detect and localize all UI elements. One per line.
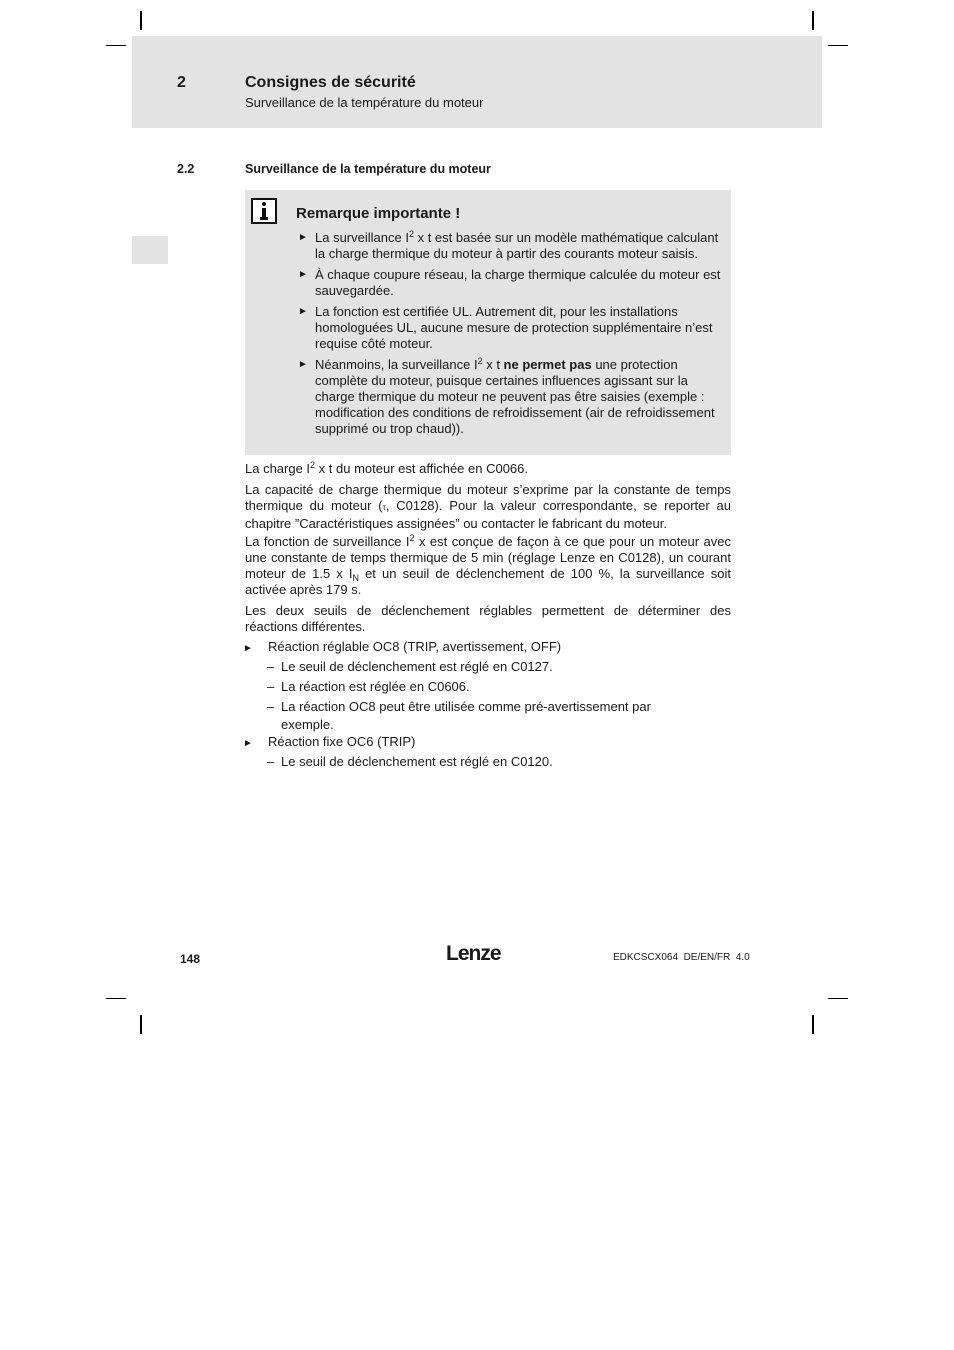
list-item: ► Réaction fixe OC6 (TRIP) [243, 734, 415, 752]
crop-mark [812, 11, 814, 30]
paragraph-monitoring-function: La fonction de surveillance $I^2$ x est conçue de façon à ce que pour un moteur avec une constante de temps thermique de 5 min (réglage Lenze en C0128), un courant moteur de 1.5 x $I_N$ et un seuil de déclenchement de 100 %, la surveillance soit activée après 179 s. [245, 533, 731, 597]
bullet-arrow-icon: ► [298, 306, 308, 317]
chapter-title: Consignes de sécurité [245, 74, 416, 91]
sub-list-item: – La réaction est réglée en C0606. [267, 679, 470, 694]
crop-mark [106, 998, 126, 999]
chapter-subtitle: Surveillance de la température du moteur [245, 95, 484, 110]
note-item: ► Néanmoins, la surveillance $I^2$ x t ne permet pas une protection complète du moteur, puisque certaines influences agissant sur la charge thermique du moteur ne peuvent pas être saisies (exemple : modification des conditions de refroidissement (air de refroidissement supprimé ou trop chaud)). [298, 356, 715, 436]
bullet-arrow-icon: ► [298, 269, 308, 280]
crop-mark [140, 11, 142, 30]
crop-mark [106, 45, 126, 46]
crop-mark [140, 1015, 142, 1034]
note-item: ► La fonction est certifiée UL. Autrement dit, pour les installations homologuées UL, aucune mesure de protection supplémentaire n’est requise côté moteur. [298, 304, 713, 351]
sub-list-item: – Le seuil de déclenchement est réglé en C0120. [267, 754, 553, 769]
note-title: Remarque importante ! [296, 205, 461, 222]
crop-mark [828, 998, 848, 999]
bullet-arrow-icon: ► [243, 643, 253, 654]
paragraph-charge-display: La charge $I^2$ x t du moteur est affichée en C0066. [245, 460, 529, 476]
chapter-tab-marker [132, 236, 168, 264]
document-reference: EDKCSCX064 DE/EN/FR 4.0 [613, 952, 750, 963]
bullet-arrow-icon: ► [298, 232, 308, 243]
sub-list-item: – La réaction OC8 peut être utilisée comme pré-avertissement par exemple. [267, 699, 651, 732]
note-item: ► À chaque coupure réseau, la charge thermique calculée du moteur est sauvegardée. [298, 267, 721, 298]
info-icon [251, 198, 277, 224]
bullet-arrow-icon: ► [243, 738, 253, 749]
section-title: Surveillance de la température du moteur [245, 162, 491, 176]
chapter-number: 2 [177, 74, 186, 91]
page-number: 148 [180, 952, 201, 966]
crop-mark [828, 45, 848, 46]
section-number: 2.2 [177, 162, 195, 176]
bullet-arrow-icon: ► [298, 359, 308, 370]
list-item: ► Réaction réglable OC8 (TRIP, avertissement, OFF) [243, 639, 561, 657]
sub-list-item: – Le seuil de déclenchement est réglé en C0127. [267, 659, 553, 674]
paragraph-thresholds: Les deux seuils de déclenchement réglables permettent de déterminer des réactions différentes. [245, 603, 731, 634]
note-item: ► La surveillance $I^2$ x t est basée sur un modèle mathématique calculant la charge thermique du moteur à partir des courants moteur saisis. [298, 229, 719, 261]
note-list [298, 230, 726, 442]
lenze-logo: Lenze [446, 942, 501, 965]
paragraph-thermal-capacity: La capacité de charge thermique du moteur s’exprime par la constante de temps thermique du moteur (τ, C0128). Pour la valeur correspondante, se reporter au chapitre ”Caractéristiques assignées” ou contacter le fabricant du moteur. [245, 482, 731, 531]
chapter-header-band [132, 36, 822, 128]
crop-mark [812, 1015, 814, 1034]
